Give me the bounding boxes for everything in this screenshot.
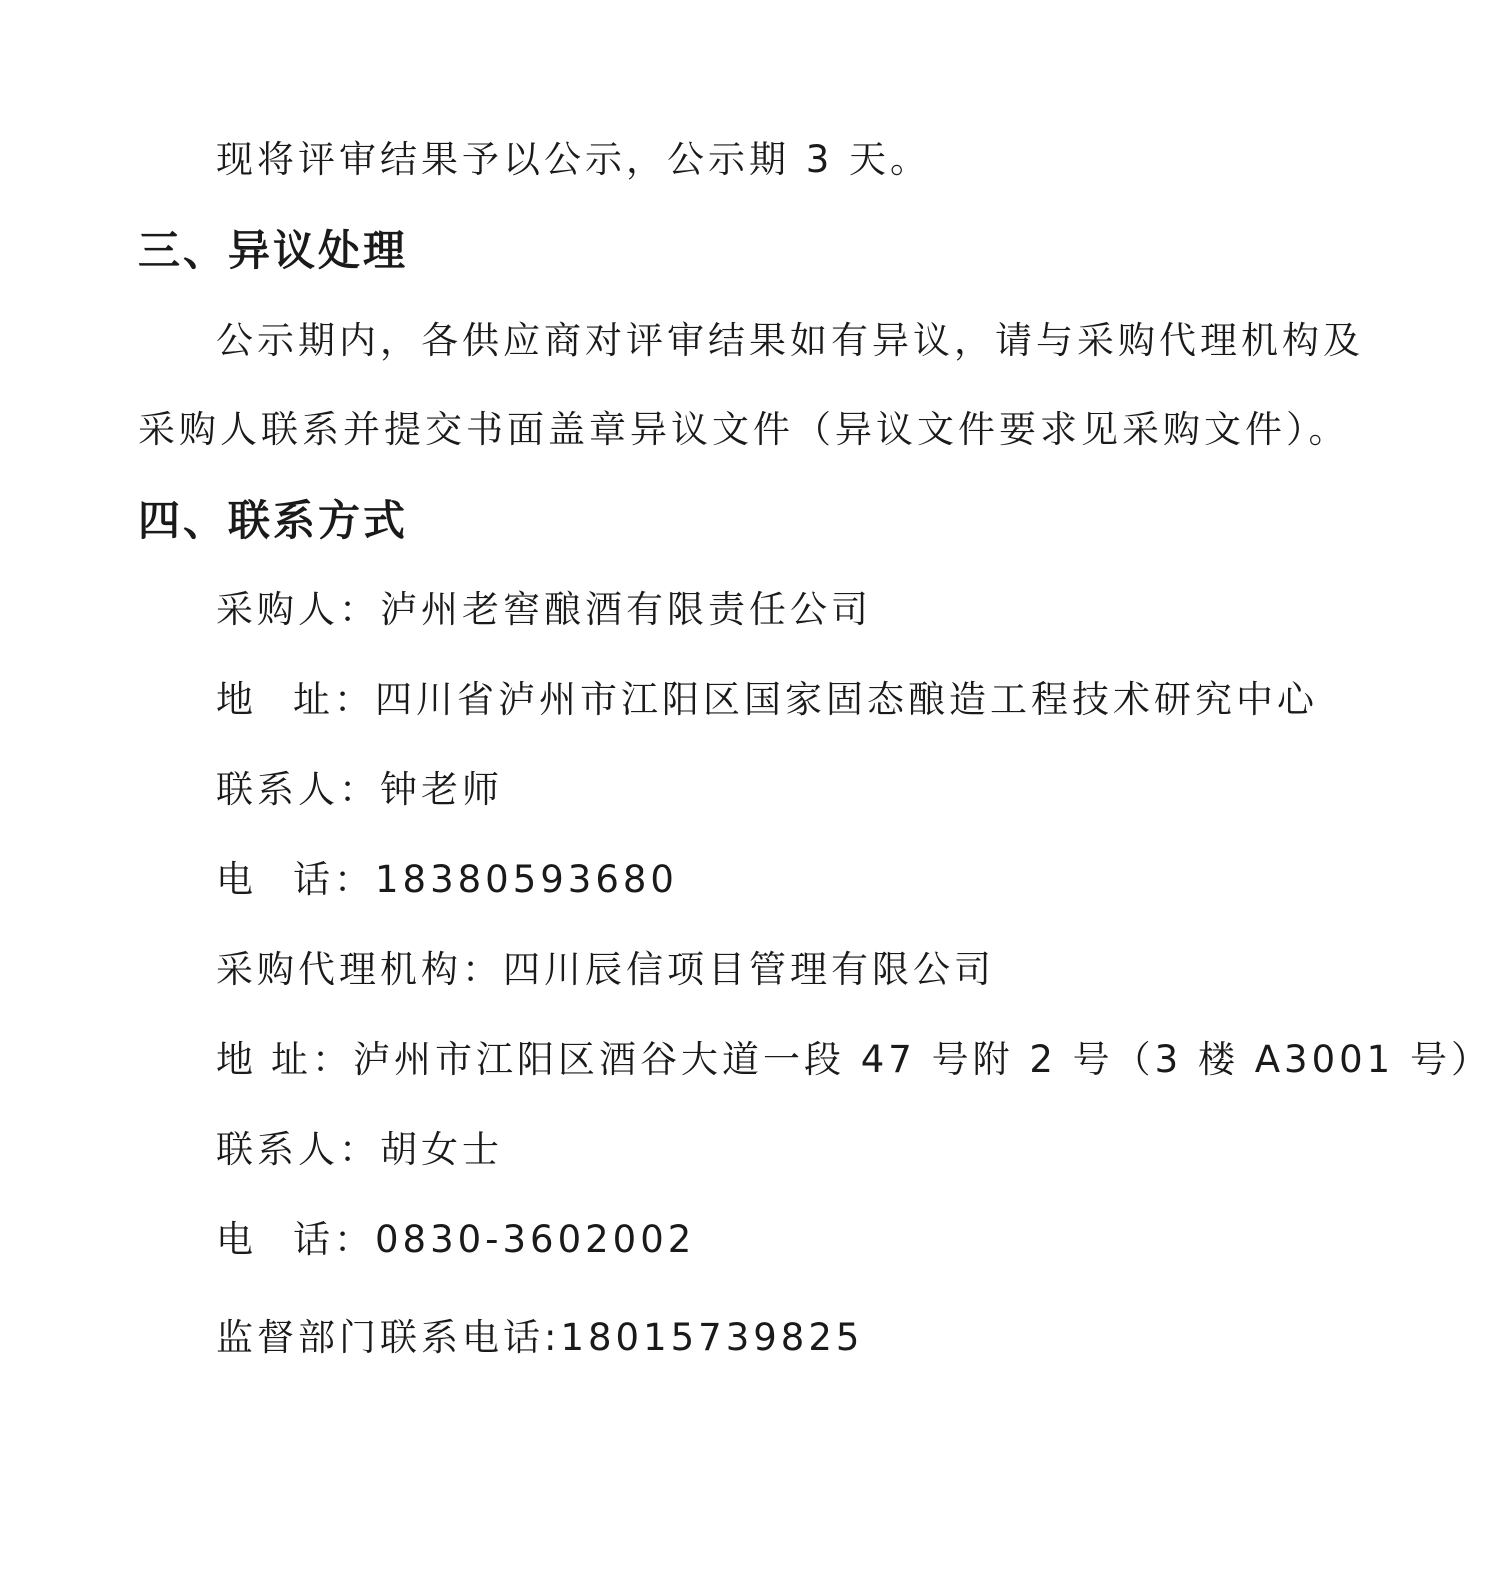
purchaser-name-label: 采购人：	[216, 588, 380, 631]
purchaser-address-row	[216, 678, 1318, 722]
purchaser-address-label-part2: 址：	[293, 678, 375, 721]
supervision-phone-row	[216, 1316, 863, 1360]
purchaser-name-row	[216, 588, 872, 632]
agency-name-row	[216, 948, 995, 992]
agency-phone-label-part2: 话：	[293, 1218, 375, 1261]
agency-address-row	[216, 1038, 1492, 1082]
purchaser-phone-label-part2: 话：	[293, 858, 375, 901]
agency-address-label-part1: 地	[216, 1038, 257, 1081]
objection-paragraph-line-1: 公示期内，各供应商对评审结果如有异议，请与采购代理机构及	[216, 319, 1364, 362]
purchaser-name-value: 泸州老窖酿酒有限责任公司	[380, 588, 872, 631]
purchaser-address-label-part1: 地	[216, 678, 257, 721]
purchaser-address-value: 四川省泸州市江阳区国家固态酿造工程技术研究中心	[375, 678, 1318, 721]
purchaser-phone-value: 18380593680	[375, 858, 678, 901]
supervision-phone-label: 监督部门联系电话:	[216, 1316, 561, 1359]
agency-contact-value: 胡女士	[380, 1128, 503, 1171]
agency-name-value: 四川辰信项目管理有限公司	[503, 948, 995, 991]
agency-phone-row	[216, 1218, 695, 1262]
section-heading-objection: 三、异议处理	[138, 226, 409, 275]
agency-phone-label-part1: 电	[216, 1218, 257, 1261]
purchaser-phone-row	[216, 858, 678, 902]
agency-address-label-part2: 址：	[271, 1038, 353, 1081]
agency-contact-row	[216, 1128, 503, 1172]
purchaser-contact-label: 联系人：	[216, 768, 380, 811]
supervision-phone-value: 18015739825	[560, 1316, 864, 1359]
purchaser-contact-value: 钟老师	[380, 768, 503, 811]
agency-phone-value: 0830-3602002	[375, 1218, 696, 1261]
purchaser-contact-row	[216, 768, 503, 812]
notice-paragraph: 现将评审结果予以公示，公示期 3 天。	[216, 138, 932, 181]
agency-contact-label: 联系人：	[216, 1128, 380, 1171]
agency-address-value: 泸州市江阳区酒谷大道一段 47 号附 2 号（3 楼 A3001 号）	[353, 1038, 1492, 1081]
objection-paragraph-line-2: 采购人联系并提交书面盖章异议文件（异议文件要求见采购文件）。	[138, 408, 1350, 451]
section-heading-contact: 四、联系方式	[138, 496, 409, 545]
agency-name-label: 采购代理机构：	[216, 948, 503, 991]
purchaser-phone-label-part1: 电	[216, 858, 257, 901]
